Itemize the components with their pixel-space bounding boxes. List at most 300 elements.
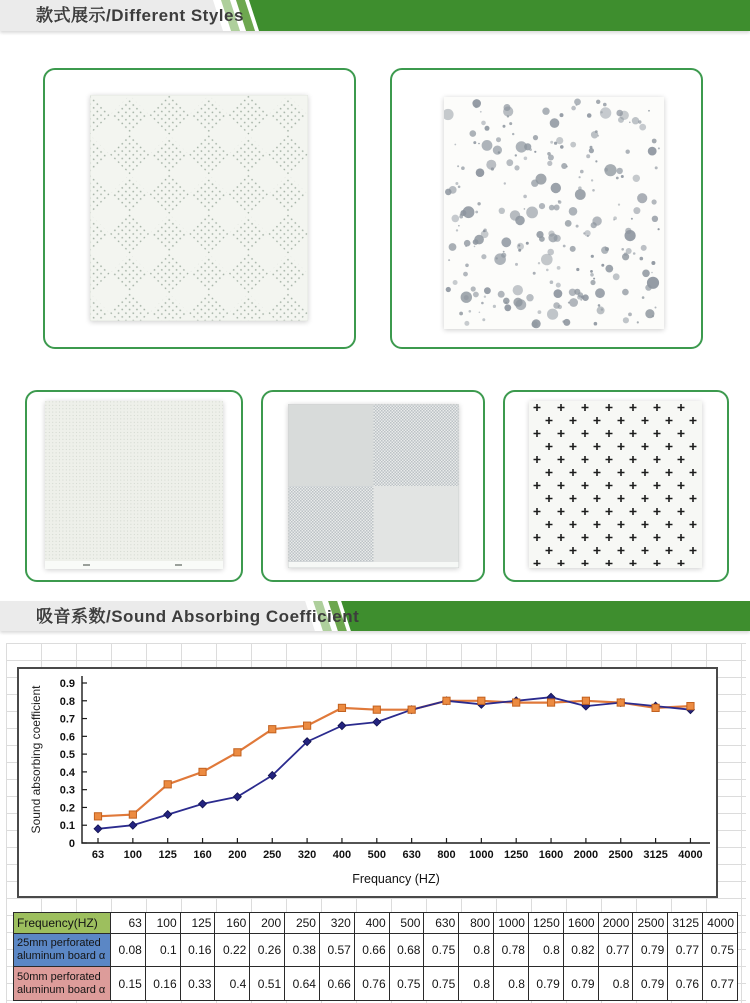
panel-hole [547, 249, 554, 256]
frequency-value-cell: 500 [389, 913, 424, 934]
panel-hole [484, 287, 491, 294]
panel-hole [514, 165, 519, 170]
panel-hole [586, 154, 590, 158]
panel-hole [458, 186, 461, 189]
panel-hole [486, 160, 496, 170]
panel-hole [523, 195, 527, 199]
panel-hole [503, 298, 510, 305]
panel-hole [613, 273, 620, 280]
panel-hole [571, 106, 576, 111]
panel-hole [601, 308, 603, 310]
panel-hole [570, 142, 576, 148]
panel-hole [592, 189, 595, 192]
coefficient-cell: 0.66 [319, 967, 354, 1001]
x-tick-label: 1250 [503, 849, 529, 861]
cross-pattern-image [529, 401, 702, 568]
panel-hole [587, 113, 592, 118]
coefficient-cell: 0.51 [250, 967, 285, 1001]
panel-hole [448, 259, 450, 261]
coefficient-cell: 0.75 [424, 934, 459, 967]
panel-hole [647, 277, 659, 289]
coefficient-cell: 0.26 [250, 934, 285, 967]
quadrant-checker-perforated-panel [288, 404, 459, 568]
board-label-cell: 25mm perforated aluminum board α [14, 934, 111, 967]
style-image-card-2 [390, 68, 703, 349]
panel-hole [464, 240, 471, 247]
panel-hole [621, 175, 624, 178]
style-image-card-5 [503, 390, 729, 582]
panel-hole [515, 154, 517, 156]
panel-hole [626, 150, 630, 154]
table-row [14, 967, 738, 1001]
random-hole-perforated-panel [444, 97, 664, 329]
panel-hole [652, 315, 654, 317]
panel-hole [563, 245, 566, 248]
panel-hole [601, 247, 608, 254]
panel-hole [569, 298, 578, 307]
panel-hole [510, 210, 520, 220]
panel-hole [589, 148, 594, 153]
y-tick-label: 0.3 [59, 784, 75, 797]
panel-hole [622, 289, 629, 296]
frequency-value-cell: 1250 [528, 913, 563, 934]
series-50mm-marker [478, 697, 485, 704]
panel-hole [617, 168, 623, 174]
panel-hole [453, 280, 458, 285]
panel-hole [639, 124, 646, 131]
x-tick-label: 250 [263, 849, 282, 861]
panel-hole [595, 130, 598, 133]
board-label-cell: 50mm perforated aluminum board α [14, 967, 111, 1001]
panel-hole [475, 105, 478, 108]
quadrant-checker-pattern-image [288, 404, 459, 568]
x-tick-label: 63 [91, 849, 105, 861]
panel-hole [632, 117, 639, 124]
x-tick-label: 200 [228, 849, 247, 861]
panel-hole [594, 322, 598, 326]
frequency-value-cell: 63 [111, 913, 146, 934]
panel-hole [561, 163, 567, 169]
panel-hole [463, 272, 468, 277]
panel-hole [558, 200, 560, 202]
panel-hole [557, 266, 561, 270]
panel-hole [601, 264, 604, 267]
panel-hole [481, 254, 486, 259]
coefficient-cell: 0.68 [389, 934, 424, 967]
y-tick-label: 0.7 [59, 713, 75, 726]
coefficient-cell: 0.79 [633, 967, 668, 1001]
panel-hole [474, 246, 476, 248]
frequency-value-cell: 1000 [494, 913, 529, 934]
panel-hole [499, 208, 505, 214]
panel-hole [533, 135, 538, 140]
cross-perforated-panel [529, 401, 702, 568]
panel-hole [633, 252, 636, 255]
panel-hole [532, 319, 541, 328]
frequency-value-cell: 800 [459, 913, 494, 934]
panel-hole [483, 230, 485, 232]
panel-hole [504, 182, 506, 184]
panel-hole [652, 199, 657, 204]
panel-hole [595, 160, 597, 162]
coefficient-cell: 0.8 [494, 967, 529, 1001]
series-50mm-marker [547, 699, 554, 706]
panel-hole [598, 135, 600, 137]
panel-hole [613, 216, 617, 220]
panel-hole [498, 291, 505, 298]
panel-hole [605, 265, 613, 273]
y-tick-label: 0.1 [59, 820, 75, 833]
panel-hole [629, 122, 631, 124]
panel-hole [504, 304, 511, 311]
y-axis-title: Sound absorbing coefficient [29, 685, 43, 834]
frequency-value-cell: 630 [424, 913, 459, 934]
y-tick-label: 0 [68, 838, 75, 850]
panel-hole [460, 214, 462, 216]
coefficient-cell: 0.16 [145, 967, 180, 1001]
header-green-band [340, 601, 750, 631]
coefficient-cell: 0.8 [598, 967, 633, 1001]
panel-hole [473, 239, 479, 245]
series-50mm-marker [687, 703, 694, 710]
y-tick-label: 0.6 [59, 731, 75, 744]
panel-hole [550, 141, 553, 144]
panel-hole [478, 143, 480, 145]
panel-hole [473, 292, 479, 298]
panel-hole [445, 189, 452, 196]
panel-hole [568, 302, 570, 304]
coefficient-table [13, 912, 738, 1001]
panel-hole [597, 306, 605, 314]
coefficient-cell: 0.64 [285, 967, 320, 1001]
panel-hole [570, 246, 576, 252]
panel-hole [579, 176, 581, 178]
panel-hole [473, 141, 476, 144]
panel-hole [531, 180, 538, 187]
y-tick-label: 0.9 [59, 678, 75, 690]
panel-hole [509, 122, 512, 125]
panel-hole [477, 202, 480, 205]
panel-hole [503, 125, 506, 128]
panel-hole [655, 166, 658, 169]
panel-hole [504, 104, 511, 111]
panel-hole [648, 147, 657, 156]
panel-hole [547, 152, 551, 156]
panel-hole [576, 104, 578, 106]
frequency-value-cell: 2000 [598, 913, 633, 934]
panel-hole [454, 144, 456, 146]
style-image-card-1 [43, 68, 356, 349]
panel-hole [640, 257, 644, 261]
fine-dot-perforated-panel [45, 401, 223, 569]
panel-hole [526, 207, 538, 219]
panel-hole [596, 100, 600, 104]
panel-hole [560, 113, 564, 117]
panel-hole [513, 285, 523, 295]
series-50mm-marker [129, 811, 136, 818]
panel-hole [547, 161, 552, 166]
series-50mm-marker [408, 706, 415, 713]
series-50mm-marker [164, 781, 171, 788]
frequency-value-cell: 4000 [703, 913, 738, 934]
panel-hole [503, 251, 505, 253]
panel-hole [461, 166, 465, 170]
panel-hole [558, 305, 562, 309]
absorbing-section-header [0, 601, 750, 631]
panel-hole [603, 103, 607, 107]
x-tick-label: 400 [332, 849, 352, 861]
panel-hole [642, 296, 645, 299]
panel-hole [526, 242, 529, 245]
panel-hole [446, 287, 451, 292]
panel-hole [459, 312, 463, 316]
panel-hole [536, 231, 543, 238]
style-image-card-3 [25, 390, 243, 582]
coefficient-cell: 0.75 [389, 967, 424, 1001]
panel-hole [618, 204, 620, 206]
panel-hole [524, 208, 526, 210]
coefficient-cell: 0.4 [215, 967, 250, 1001]
frequency-value-cell: 3125 [668, 913, 703, 934]
coefficient-cell: 0.77 [668, 934, 703, 967]
panel-hole [651, 261, 655, 265]
panel-hole [554, 205, 560, 211]
panel-hole [493, 146, 502, 155]
x-tick-label: 160 [193, 849, 212, 861]
panel-hole [577, 295, 582, 300]
styles-section-title: 款式展示/Different Styles [36, 6, 244, 25]
frequency-value-cell: 320 [319, 913, 354, 934]
x-tick-label: 2500 [608, 849, 633, 861]
coefficient-cell: 0.22 [215, 934, 250, 967]
panel-hole [590, 280, 595, 285]
panel-hole [481, 302, 484, 305]
frequency-value-cell: 1600 [563, 913, 598, 934]
panel-hole [493, 305, 496, 308]
panel-hole [518, 244, 520, 246]
panel-hole [623, 317, 629, 323]
panel-hole [554, 142, 557, 145]
panel-hole [515, 263, 518, 266]
panel-hole [463, 206, 475, 218]
panel-hole [578, 186, 582, 190]
coefficient-cell: 0.79 [563, 967, 598, 1001]
table-row [14, 934, 738, 967]
coefficient-cell: 0.8 [459, 967, 494, 1001]
panel-hole [538, 310, 542, 314]
panel-hole [569, 289, 576, 296]
series-50mm-marker [234, 749, 241, 756]
panel-hole [455, 182, 458, 185]
panel-hole [548, 231, 554, 237]
panel-hole [590, 273, 594, 277]
panel-hole [456, 229, 458, 231]
panel-hole [526, 294, 533, 301]
coefficient-cell: 0.08 [111, 934, 146, 967]
panel-hole [529, 148, 532, 151]
panel-hole [652, 216, 658, 222]
panel-hole [642, 270, 650, 278]
x-tick-label: 630 [402, 849, 421, 861]
panel-hole [551, 183, 561, 193]
panel-hole [563, 319, 570, 326]
coefficient-cell: 0.16 [180, 934, 215, 967]
x-tick-label: 1600 [538, 849, 564, 861]
series-50mm-marker [617, 699, 624, 706]
panel-hole [484, 296, 486, 298]
panel-hole [507, 115, 509, 117]
panel-hole [480, 111, 482, 113]
panel-hole [598, 304, 601, 307]
panel-hole [620, 111, 629, 120]
panel-hole [565, 220, 572, 227]
x-tick-label: 500 [367, 849, 386, 861]
panel-hole [465, 264, 469, 268]
panel-hole [534, 151, 536, 153]
panel-hole [542, 108, 549, 115]
frequency-value-cell: 125 [180, 913, 215, 934]
panel-hole [501, 253, 506, 258]
frequency-value-cell: 100 [145, 913, 180, 934]
x-tick-label: 125 [158, 849, 177, 861]
panel-hole [576, 225, 579, 228]
coefficient-cell: 0.82 [563, 934, 598, 967]
x-tick-label: 320 [297, 849, 317, 861]
series-50mm-marker [94, 813, 101, 820]
coefficient-cell: 0.15 [111, 967, 146, 1001]
frequency-header-cell: Frequency(HZ) [14, 913, 111, 934]
coefficient-cell: 0.75 [424, 967, 459, 1001]
panel-hole [550, 280, 554, 284]
panel-hole [595, 288, 605, 298]
panel-hole [583, 232, 585, 234]
panel-hole [637, 321, 639, 323]
x-tick-label: 2000 [573, 849, 599, 861]
panel-hole [633, 207, 640, 214]
panel-hole [600, 111, 602, 113]
diamond-dot-perforated-panel [90, 95, 308, 321]
panel-hole [616, 177, 619, 180]
panel-hole [464, 295, 469, 300]
coefficient-cell: 0.33 [180, 967, 215, 1001]
diamond-dot-pattern-image [90, 95, 308, 321]
panel-hole [580, 170, 584, 174]
panel-hole [458, 225, 460, 227]
style-image-card-4 [261, 390, 485, 582]
x-axis-title: Frequancy (HZ) [352, 872, 440, 886]
x-tick-label: 4000 [678, 849, 703, 861]
x-tick-label: 3125 [643, 849, 668, 861]
panel-hole [475, 211, 478, 214]
panel-hole [470, 130, 477, 137]
panel-hole [539, 203, 545, 209]
coefficient-cell: 0.66 [354, 934, 389, 967]
panel-hole [574, 99, 581, 106]
series-50mm-marker [304, 722, 311, 729]
panel-hole [485, 126, 490, 131]
panel-hole [482, 140, 493, 151]
coefficient-cell: 0.77 [598, 934, 633, 967]
series-50mm-marker [652, 704, 659, 711]
series-50mm-marker [338, 704, 345, 711]
panel-hole [550, 118, 560, 128]
panel-hole [631, 218, 633, 220]
panel-hole [569, 207, 578, 216]
panel-hole [469, 310, 472, 313]
styles-section-header [0, 0, 750, 31]
panel-hole [582, 294, 589, 301]
panel-hole [546, 269, 549, 272]
coefficient-cell: 0.75 [703, 934, 738, 967]
panel-hole [452, 215, 460, 223]
panel-hole [652, 139, 657, 144]
panel-hole [524, 157, 528, 161]
frequency-value-cell: 250 [285, 913, 320, 934]
sound-absorbing-coefficient-chart [10, 643, 745, 905]
panel-hole [457, 165, 459, 167]
coefficient-cell: 0.79 [633, 934, 668, 967]
panel-hole [648, 110, 650, 112]
panel-hole [592, 216, 601, 225]
frequency-value-cell: 400 [354, 913, 389, 934]
coefficient-cell: 0.78 [494, 934, 529, 967]
y-tick-label: 0.8 [59, 695, 75, 708]
panel-hole [655, 307, 657, 309]
panel-hole [476, 168, 485, 177]
panel-hole [625, 230, 636, 241]
panel-hole [496, 137, 501, 142]
coefficient-cell: 0.76 [668, 967, 703, 1001]
panel-hole [533, 272, 536, 275]
coefficient-cell: 0.8 [459, 934, 494, 967]
panel-hole [464, 321, 469, 326]
panel-hole [576, 268, 579, 271]
panel-hole [641, 245, 647, 251]
panel-hole [591, 179, 593, 181]
panel-hole [658, 147, 660, 149]
table-header-row [14, 913, 738, 934]
coefficient-cell: 0.8 [528, 934, 563, 967]
panel-hole [541, 254, 553, 266]
panel-hole [449, 243, 457, 251]
panel-hole [471, 286, 476, 291]
panel-hole [628, 313, 632, 317]
coefficient-cell: 0.1 [145, 934, 180, 967]
panel-hole [604, 164, 616, 176]
series-50mm-marker [513, 699, 520, 706]
absorbing-section-title: 吸音系数/Sound Absorbing Coefficient [36, 607, 360, 626]
series-50mm-marker [582, 697, 589, 704]
frequency-value-cell: 200 [250, 913, 285, 934]
random-hole-pattern-image [444, 97, 664, 329]
panel-hole [658, 228, 660, 230]
coefficient-cell: 0.57 [319, 934, 354, 967]
panel-hole [481, 121, 486, 126]
series-50mm-marker [269, 726, 276, 733]
panel-hole [516, 141, 527, 152]
panel-hole [560, 145, 564, 149]
coefficient-table-wrap [13, 912, 738, 1001]
coefficient-cell: 0.38 [285, 934, 320, 967]
panel-hole [590, 270, 593, 273]
panel-hole [633, 175, 640, 182]
coefficient-cell: 0.77 [703, 967, 738, 1001]
panel-hole [593, 278, 595, 280]
x-tick-label: 1000 [469, 849, 494, 861]
panel-hole [622, 253, 629, 260]
panel-hole [479, 312, 481, 314]
panel-hole [512, 133, 514, 135]
